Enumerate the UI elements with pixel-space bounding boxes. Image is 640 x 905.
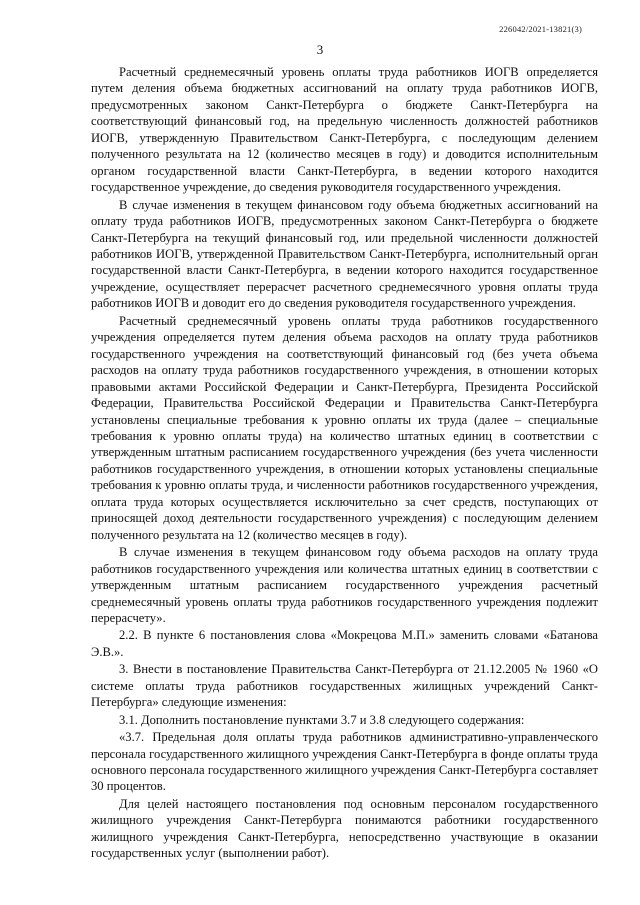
paragraph: Расчетный среднемесячный уровень оплаты труда работников ИОГВ определяется путем деления объема бюджетных ассигнований на оплату труда работников ИОГВ, предусмотренных законом Санкт-Петербурга о бюджете Санкт-Петербурга на соответствующий финансовый год, на предельную численность должностей работников ИОГВ, утвержденную Правительством Санкт-Петербурга, с последующим делением полученного результата на 12 (количество месяцев в году) и доводится исполнительным органом государственной власти Санкт-Петербурга, в ведении которого находится государственное учреждение, до сведения руководителя государственного учреждения. [91, 65, 598, 195]
page-number: 3 [316, 42, 324, 57]
paragraph: В случае изменения в текущем финансовом году объема бюджетных ассигнований на оплату труда работников ИОГВ, предусмотренных законом Санкт-Петербурга о бюджете Санкт-Петербурга на текущий финансовый год, или предельной численности должностей работников ИОГВ, утвержденной Правительством Санкт-Петербурга, исполнительный орган государственной власти Санкт-Петербурга, в ведении которого находится государственное учреждение, осуществляет перерасчет расчетного среднемесячного уровня оплаты труда работников ИОГВ и доводит его до сведения руководителя государственного учреждения. [91, 197, 598, 311]
paragraph: «3.7. Предельная доля оплаты труда работников административно-управленческого персонала государственного жилищного учреждения Санкт-Петербурга в фонде оплаты труда основного персонала государственного жилищного учреждения Санкт-Петербурга составляет 30 процентов. [91, 730, 598, 794]
paragraph: 3. Внести в постановление Правительства Санкт-Петербурга от 21.12.2005 № 1960 «О системе оплаты труда работников государственных жилищных учреждений Санкт-Петербурга» следующие изменения: [91, 662, 598, 710]
paragraph: Расчетный среднемесячный уровень оплаты труда работников государственного учреждения определяется путем деления объема расходов на оплату труда работников государственного учреждения на соответствующий финансовый год (без учета объема расходов на оплату труда работников государственного учреждения, в отношении которых правовыми актами Российской Федерации и Санкт-Петербурга, Президента Российской Федерации, Правительства Российской Федерации и Правительства Санкт-Петербурга установлены специальные требования к уровню оплаты их труда (далее – специальные требования к уровню оплаты труда) на количество штатных единиц в соответствии с утвержденным штатным расписанием государственного учреждения (без учета численности работников государственного учреждения, в отношении которых установлены специальные требования к уровню оплаты труда, и численности работников государственного учреждения, оплата труда которых осуществляется исключительно за счет средств, поступающих от приносящей доход деятельности государственного учреждения) с последующим делением полученного результата на 12 (количество месяцев в году). [91, 313, 598, 542]
paragraph: Для целей настоящего постановления под основным персоналом государственного жилищного учреждения Санкт-Петербурга понимаются работники государственного жилищного учреждения Санкт-Петербурга, непосредственно участвующие в оказании государственных услуг (выполнении работ). [91, 796, 598, 861]
document-id: 226042/2021-13821(3) [499, 24, 582, 34]
paragraph: 3.1. Дополнить постановление пунктами 3.7 и 3.8 следующего содержания: [119, 712, 525, 727]
paragraph: В случае изменения в текущем финансовом году объема расходов на оплату труда работников государственного учреждения или количества штатных единиц в соответствии с утвержденным штатным расписанием государственного учреждения расчетный среднемесячный уровень оплаты труда работников государственного учреждения подлежит перерасчету». [91, 545, 598, 625]
document-body [91, 64, 598, 862]
paragraph: 2.2. В пункте 6 постановления слова «Мокрецова М.П.» заменить словами «Батанова Э.В.». [91, 628, 598, 659]
